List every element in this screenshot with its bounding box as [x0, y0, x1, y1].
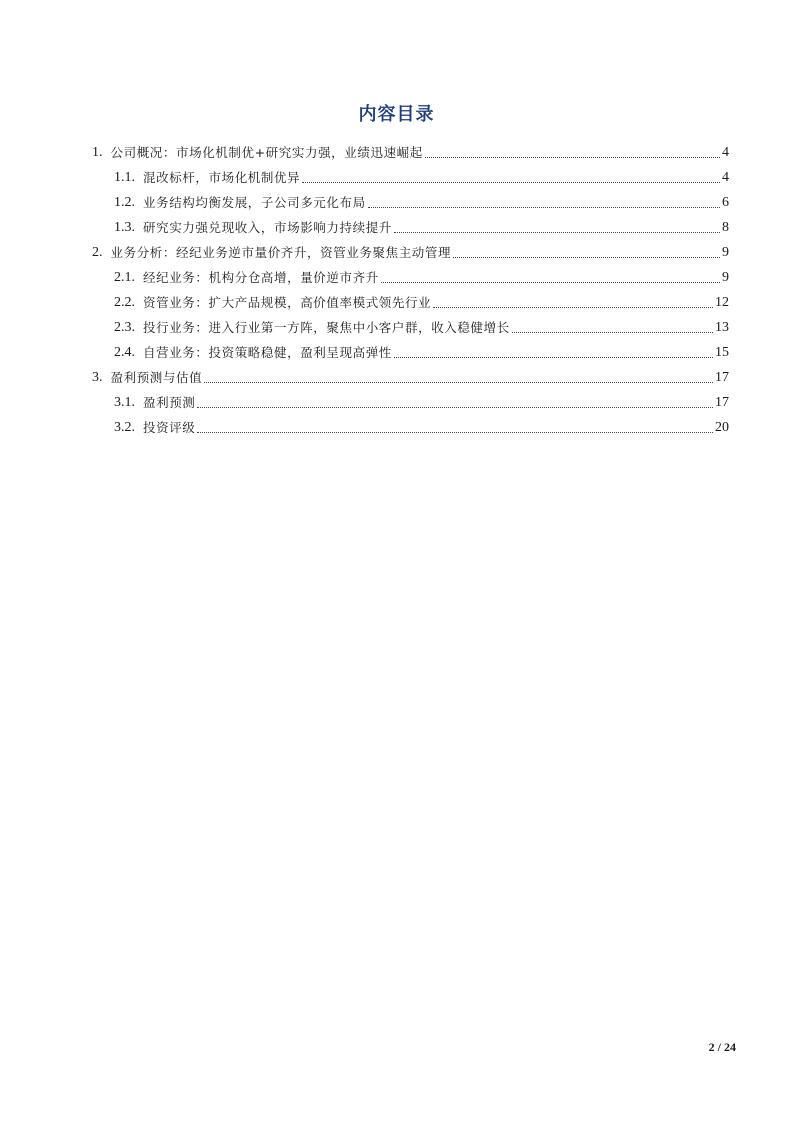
- page-number: 2 / 24: [708, 1040, 736, 1054]
- toc-entry-page: 17: [715, 370, 729, 385]
- toc-entry-number: 2.2.: [114, 295, 135, 310]
- toc-dot-leader: [381, 282, 720, 283]
- toc-entry[interactable]: [92, 162, 729, 187]
- toc-dot-leader: [433, 307, 713, 308]
- toc-dot-leader: [197, 407, 713, 408]
- toc-entry-text: 业务结构均衡发展，子公司多元化布局: [143, 195, 366, 210]
- toc-entry-page: 9: [722, 245, 729, 260]
- toc-entry-page: 12: [715, 295, 729, 310]
- toc-entry-page: 13: [715, 320, 729, 335]
- toc-entry-text: 盈利预测: [143, 395, 196, 410]
- toc-entry-number: 2.1.: [114, 270, 135, 285]
- toc-entry[interactable]: [92, 312, 729, 337]
- toc-entry-page: 4: [722, 145, 729, 160]
- toc-entry-page: 15: [715, 345, 729, 360]
- toc-entry-number: 2.3.: [114, 320, 135, 335]
- toc-entry-text: 业务分析：经纪业务逆市量价齐升，资管业务聚焦主动管理: [110, 245, 452, 260]
- toc-title: 内容目录: [358, 104, 435, 125]
- toc-entry-number: 2.: [92, 245, 103, 260]
- toc-dot-leader: [368, 207, 720, 208]
- toc-entry-page: 17: [715, 395, 729, 410]
- toc-entry-text: 盈利预测与估值: [110, 370, 203, 385]
- toc-entry[interactable]: [92, 237, 729, 262]
- toc-entry-number: 2.4.: [114, 345, 135, 360]
- toc-entry-number: 3.1.: [114, 395, 135, 410]
- toc-entry-number: 1.: [92, 145, 103, 160]
- toc-entry-number: 1.3.: [114, 220, 135, 235]
- toc-dot-leader: [394, 232, 720, 233]
- toc-entry[interactable]: [92, 212, 729, 237]
- toc-entry[interactable]: [92, 137, 729, 162]
- toc-entry-page: 8: [722, 220, 729, 235]
- toc-entry-text: 混改标杆，市场化机制优异: [143, 170, 301, 185]
- toc-entry-number: 3.2.: [114, 420, 135, 435]
- toc-list: [92, 137, 729, 437]
- toc-dot-leader: [204, 382, 713, 383]
- toc-entry[interactable]: [92, 387, 729, 412]
- toc-entry[interactable]: [92, 337, 729, 362]
- toc-entry-text: 投资评级: [143, 420, 196, 435]
- toc-entry[interactable]: [92, 287, 729, 312]
- toc-entry-text: 投行业务：进入行业第一方阵，聚焦中小客户群，收入稳健增长: [143, 320, 510, 335]
- toc-dot-leader: [453, 257, 720, 258]
- toc-entry-text: 经纪业务：机构分仓高增，量价逆市齐升: [143, 270, 379, 285]
- toc-dot-leader: [197, 432, 713, 433]
- toc-entry-text: 资管业务：扩大产品规模，高价值率模式领先行业: [143, 295, 432, 310]
- toc-entry-number: 3.: [92, 370, 103, 385]
- toc-entry-page: 4: [722, 170, 729, 185]
- toc-entry-text: 自营业务：投资策略稳健，盈利呈现高弹性: [143, 345, 392, 360]
- toc-entry-text: 研究实力强兑现收入，市场影响力持续提升: [143, 220, 392, 235]
- toc-entry-number: 1.1.: [114, 170, 135, 185]
- toc-dot-leader: [394, 357, 713, 358]
- toc-entry[interactable]: [92, 362, 729, 387]
- toc-entry[interactable]: [92, 412, 729, 437]
- toc-entry-page: 6: [722, 195, 729, 210]
- toc-dot-leader: [425, 157, 720, 158]
- toc-entry[interactable]: [92, 187, 729, 212]
- toc-entry-number: 1.2.: [114, 195, 135, 210]
- toc-entry-text: 公司概况：市场化机制优+研究实力强，业绩迅速崛起: [110, 145, 423, 160]
- toc-dot-leader: [302, 182, 720, 183]
- toc-entry-page: 20: [715, 420, 729, 435]
- toc-dot-leader: [512, 332, 713, 333]
- toc-entry[interactable]: [92, 262, 729, 287]
- toc-entry-page: 9: [722, 270, 729, 285]
